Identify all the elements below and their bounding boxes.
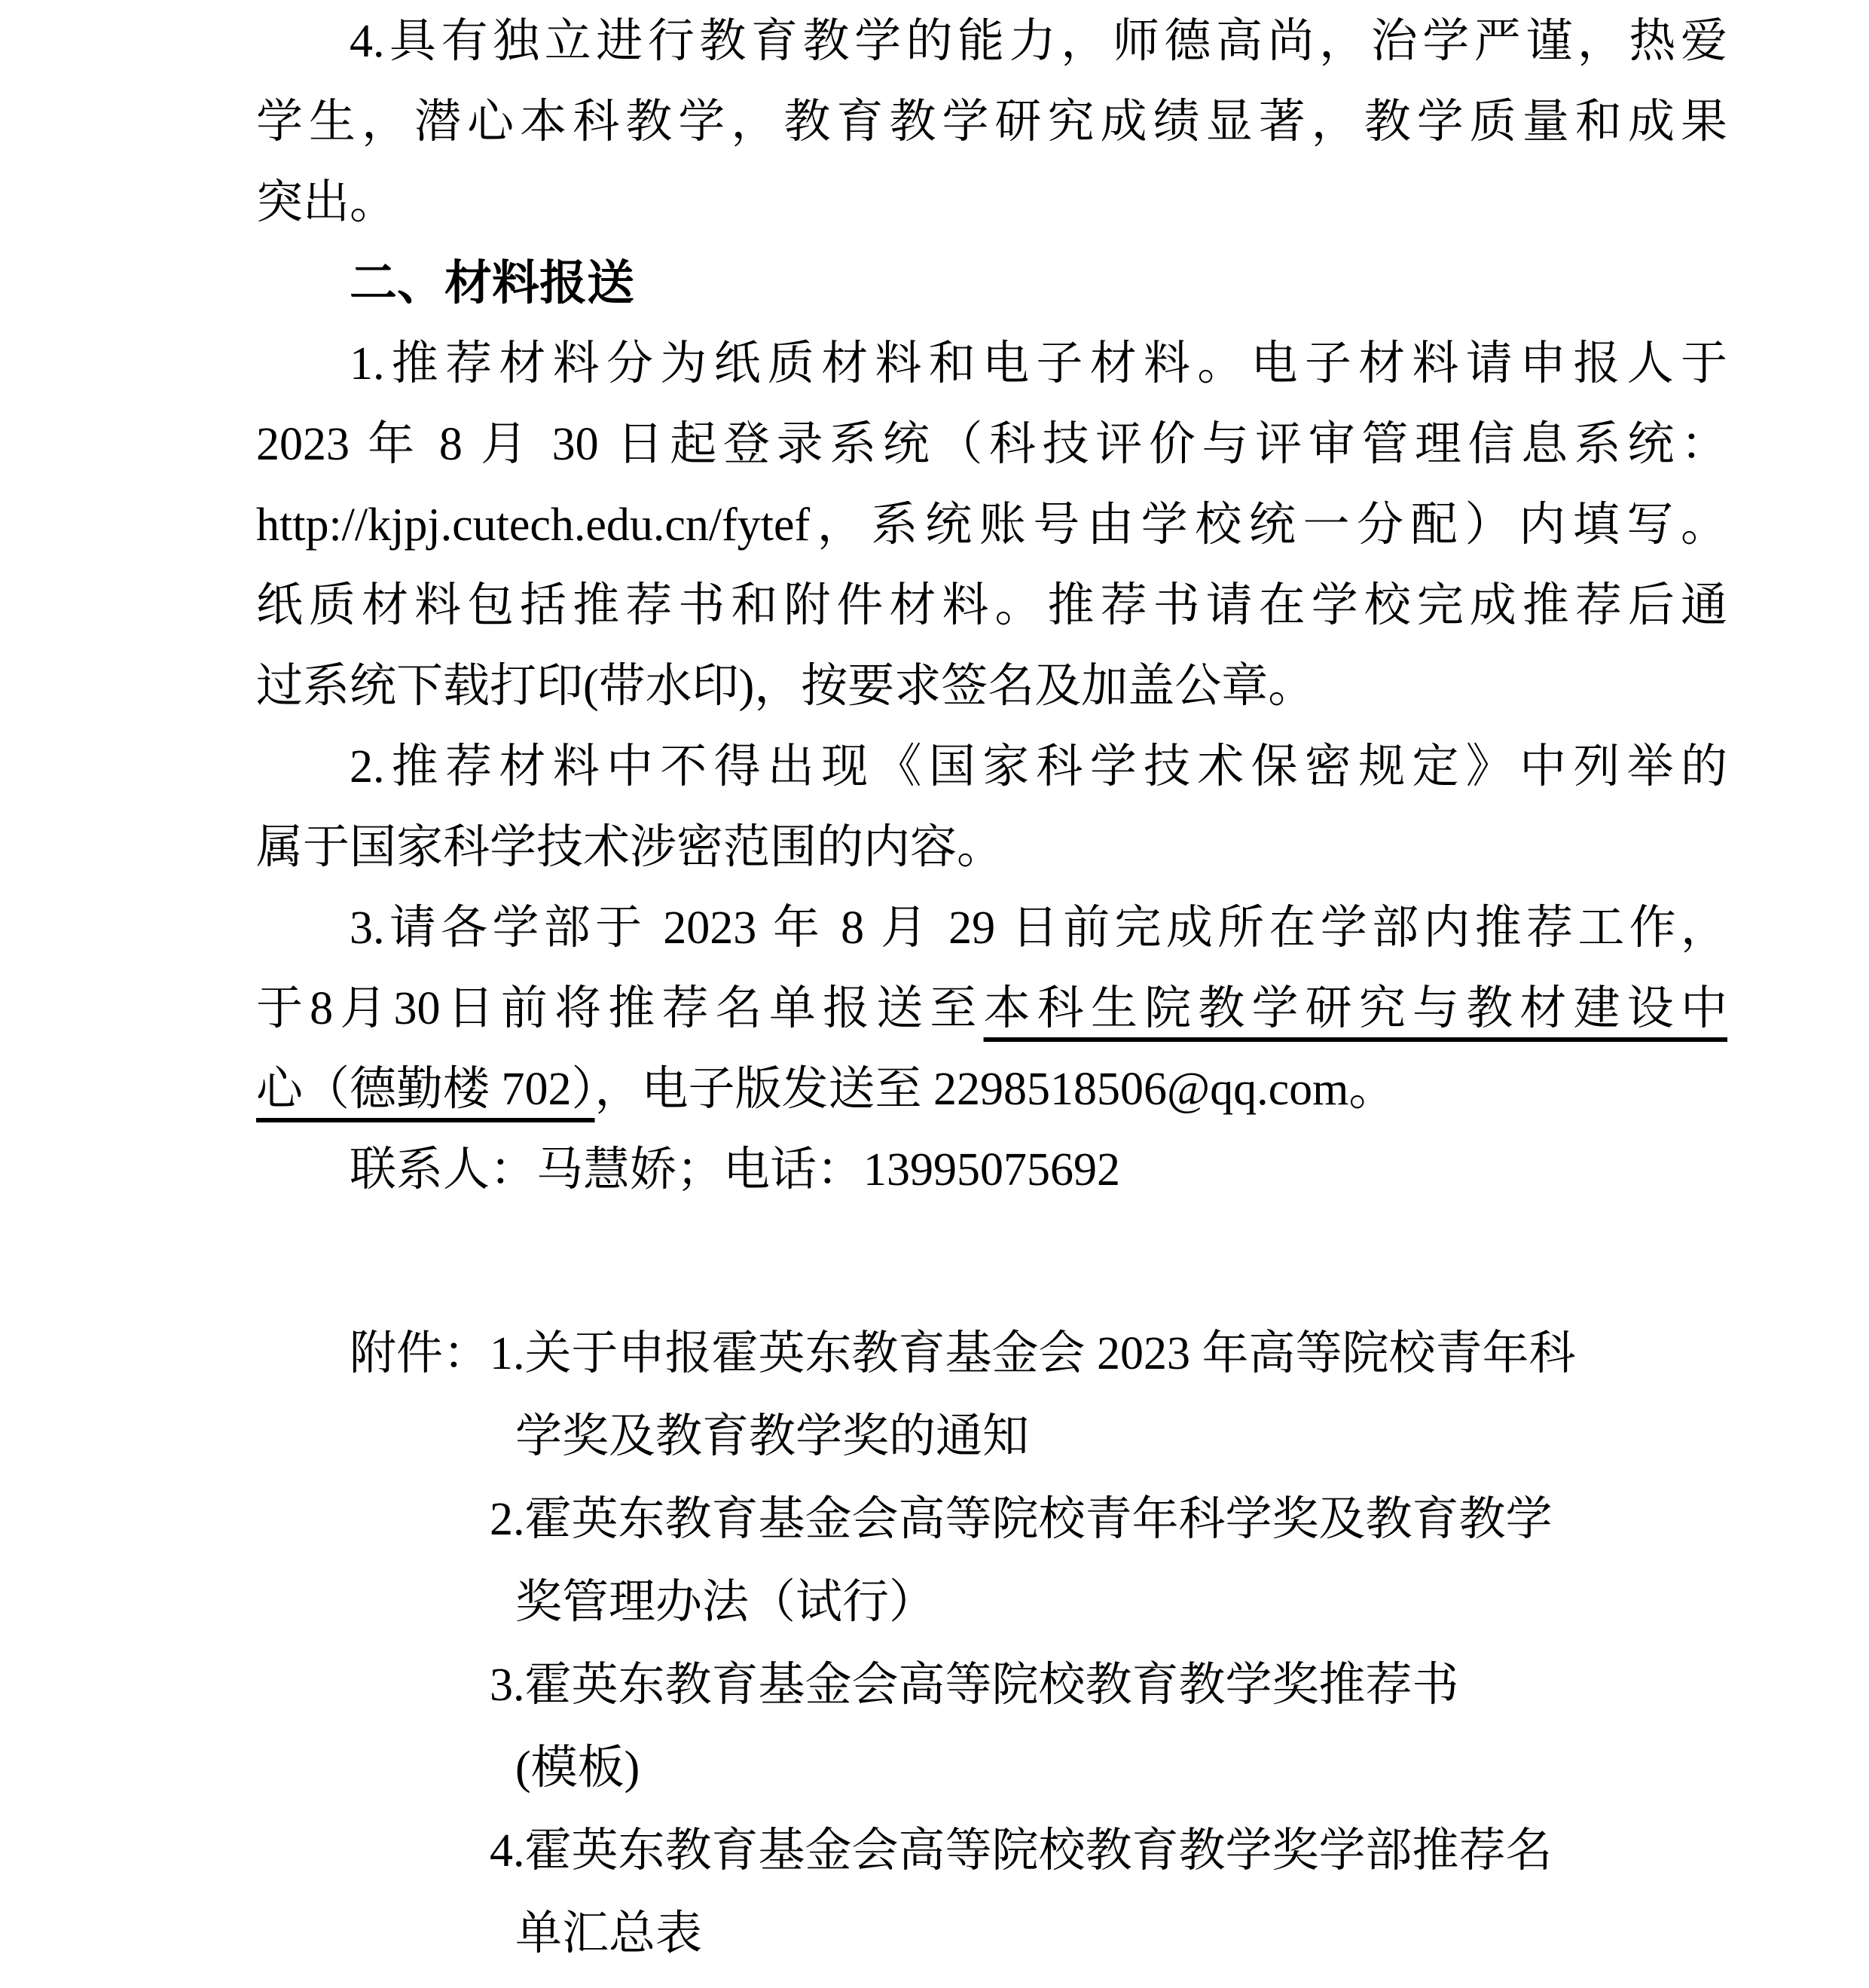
text-segment: 联系人：马慧娇；电话：13995075692 [350, 1144, 1121, 1196]
text-segment: (模板) [515, 1742, 640, 1794]
text-segment: 3.请各学部于 2023 年 8 月 29 日前完成所在学部内推荐工作， [350, 902, 1727, 954]
attachment-line7 [256, 1809, 1727, 1892]
item2-line1 [256, 727, 1727, 808]
item2-line2 [256, 808, 1727, 888]
text-segment: 2.霍英东教育基金会高等院校青年科学奖及教育教学 [490, 1494, 1553, 1545]
blank-line [256, 1211, 1727, 1312]
text-segment: 4.霍英东教育基金会高等院校教育教学奖学部推荐名 [490, 1825, 1553, 1877]
item1-line1 [256, 324, 1727, 405]
para4-line2 [256, 82, 1727, 163]
text-segment: 1.推荐材料分为纸质材料和电子材料。电子材料请申报人于 [350, 338, 1727, 389]
para4-line3 [256, 163, 1727, 243]
item1-line2 [256, 405, 1727, 485]
text-segment: 过系统下载打印(带水印)，按要求签名及加盖公章。 [256, 661, 1315, 712]
item1-line3 [256, 485, 1727, 566]
text-segment: 属于国家科学技术涉密范围的内容。 [256, 822, 1004, 873]
attachment-line3 [256, 1478, 1727, 1561]
attachment-line5 [256, 1644, 1727, 1727]
text-segment: 单汇总表 [515, 1908, 703, 1959]
para4-line1 [256, 2, 1727, 82]
text-segment: 纸质材料包括推荐书和附件材料。推荐书请在学校完成推荐后通 [256, 580, 1727, 631]
underlined-text: 本科生院教学研究与教材建设中 [983, 983, 1727, 1034]
document-body [256, 2, 1727, 1975]
item3-line3 [256, 1049, 1727, 1130]
contact-line [256, 1130, 1727, 1211]
text-segment: 奖管理办法（试行） [515, 1577, 936, 1628]
item1-line5 [256, 646, 1727, 727]
text-segment: 3.霍英东教育基金会高等院校教育教学奖推荐书 [490, 1660, 1459, 1711]
text-segment: 4.具有独立进行教育教学的能力，师德高尚，治学严谨，热爱 [350, 16, 1727, 67]
text-segment: 2.推荐材料中不得出现《国家科学技术保密规定》中列举的 [350, 741, 1727, 792]
item1-line4 [256, 566, 1727, 646]
attachment-line8 [256, 1892, 1727, 1975]
text-segment: ，电子版发送至 2298518506@qq.com。 [594, 1064, 1396, 1115]
item3-line2 [256, 969, 1727, 1049]
text-segment: http://kjpj.cutech.edu.cn/fytef，系统账号由学校统一分配）内填写。 [256, 499, 1727, 551]
text-segment: 学奖及教育教学奖的通知 [515, 1411, 1030, 1462]
attachment-line1 [256, 1312, 1727, 1395]
text-segment: 学生，潜心本科教学，教育教学研究成绩显著，教学质量和成果 [256, 96, 1727, 148]
text-segment: 附件：1.关于申报霍英东教育基金会 2023 年高等院校青年科 [350, 1328, 1576, 1379]
section-heading [256, 243, 1727, 324]
text-segment: 突出。 [256, 177, 397, 228]
text-segment: 于8月30日前将推荐名单报送至 [256, 983, 984, 1034]
text-segment: 二、材料报送 [350, 257, 634, 310]
attachment-line2 [256, 1395, 1727, 1478]
attachment-line6 [256, 1727, 1727, 1809]
item3-line1 [256, 888, 1727, 969]
underlined-text: 心（德勤楼 702） [256, 1064, 595, 1115]
attachment-line4 [256, 1561, 1727, 1644]
text-segment: 2023 年 8 月 30 日起登录系统（科技评价与评审管理信息系统： [256, 419, 1727, 470]
